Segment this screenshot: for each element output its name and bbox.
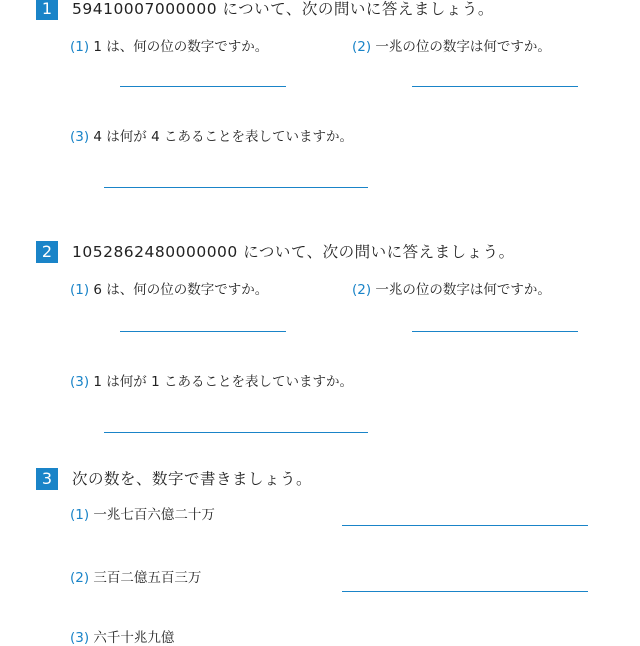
q1-3-label: (3) [70, 129, 90, 145]
q1-1-text: 1 は、何の位の数字ですか。 [93, 39, 269, 55]
q1-2 [352, 35, 551, 55]
answer-line-2-2[interactable] [412, 331, 578, 332]
answer-line-2-1[interactable] [120, 331, 286, 332]
q2-3-label: (3) [70, 374, 90, 390]
q3-1-text: 一兆七百六億二十万 [93, 507, 215, 523]
q2-2-label: (2) [352, 282, 372, 298]
q2-3-text: 1 は何が 1 こあることを表していますか。 [93, 374, 353, 390]
q1-3 [70, 125, 353, 145]
q2-3 [70, 370, 353, 390]
answer-line-1-1[interactable] [120, 86, 286, 87]
q2-1 [70, 278, 268, 298]
q3-3-label: (3) [70, 630, 90, 646]
q1-2-label: (2) [352, 39, 372, 55]
q1-1 [70, 35, 268, 55]
answer-line-1-2[interactable] [412, 86, 578, 87]
q1-2-text: 一兆の位の数字は何ですか。 [375, 39, 551, 55]
question-number-1: 1 [36, 0, 58, 20]
q1-1-label: (1) [70, 39, 90, 55]
q2-1-label: (1) [70, 282, 90, 298]
question-1-stem: 59410007000000 について、次の問いに答えましょう。 [72, 0, 494, 18]
q3-2-text: 三百二億五百三万 [93, 570, 202, 586]
q3-3-text: 六千十兆九億 [93, 630, 175, 646]
q1-3-text: 4 は何が 4 こあることを表していますか。 [93, 129, 353, 145]
question-number-2: 2 [36, 241, 58, 263]
q2-2 [352, 278, 551, 298]
question-3-stem: 次の数を、数字で書きましょう。 [72, 470, 313, 488]
q3-3 [70, 626, 174, 646]
answer-line-3-2[interactable] [342, 591, 588, 592]
question-2-stem: 1052862480000000 について、次の問いに答えましょう。 [72, 243, 515, 261]
answer-line-2-3[interactable] [104, 432, 368, 433]
q2-1-text: 6 は、何の位の数字ですか。 [93, 282, 269, 298]
q2-2-text: 一兆の位の数字は何ですか。 [375, 282, 551, 298]
question-number-3: 3 [36, 468, 58, 490]
q3-2 [70, 566, 201, 586]
answer-line-3-1[interactable] [342, 525, 588, 526]
q3-1 [70, 503, 215, 523]
q3-1-label: (1) [70, 507, 90, 523]
q3-2-label: (2) [70, 570, 90, 586]
answer-line-1-3[interactable] [104, 187, 368, 188]
